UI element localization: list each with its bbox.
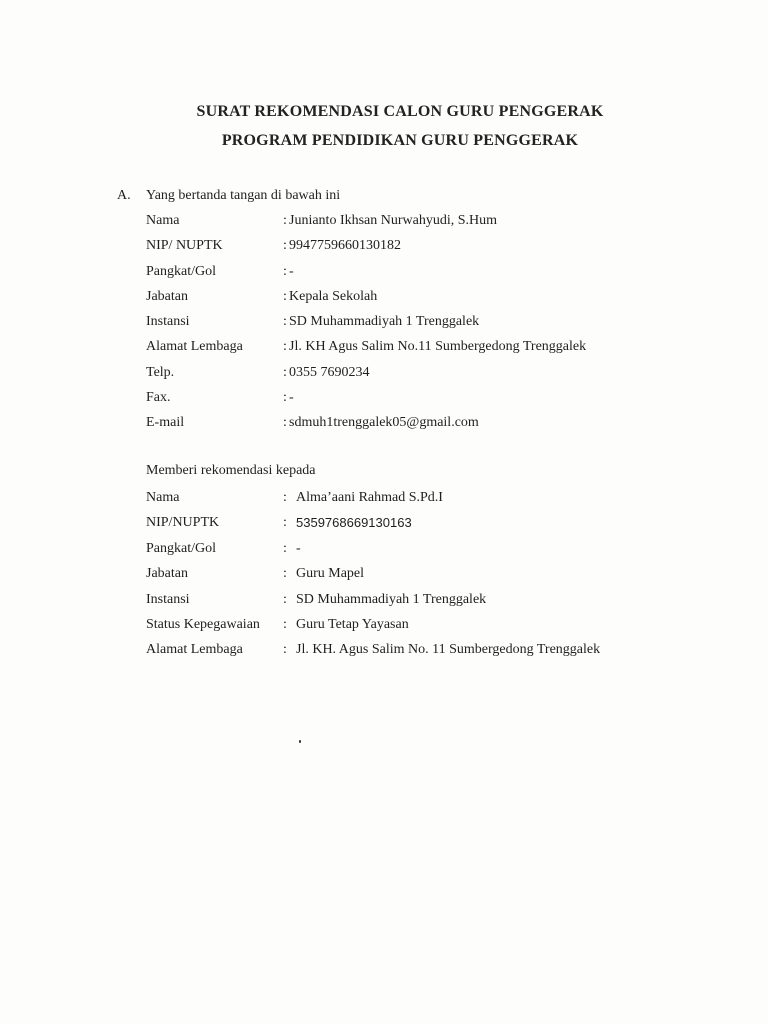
field-label: Nama	[146, 213, 180, 228]
field-value: Junianto Ikhsan Nurwahyudi, S.Hum	[289, 213, 498, 228]
field-row	[146, 540, 706, 565]
field-row	[146, 263, 706, 288]
field-value: Jl. KH. Agus Salim No. 11 Sumbergedong Trenggalek	[296, 642, 601, 658]
field-colon: :	[283, 642, 287, 658]
field-colon: :	[283, 213, 287, 228]
field-colon: :	[283, 415, 287, 431]
recommended-teacher-details	[146, 489, 706, 667]
field-label: Status Kepegawaian	[146, 616, 260, 632]
field-value: Alma’aani Rahmad S.Pd.I	[296, 490, 443, 505]
field-value: 0355 7690234	[289, 364, 370, 380]
field-label: Jabatan	[146, 288, 188, 304]
field-row	[146, 565, 706, 590]
field-row	[146, 591, 706, 616]
field-colon: :	[283, 263, 287, 279]
field-value: Jl. KH Agus Salim No.11 Sumbergedong Trenggalek	[289, 339, 587, 355]
field-value: -	[289, 390, 294, 406]
recommender-details	[146, 212, 706, 440]
field-colon: :	[283, 314, 287, 330]
field-label: NIP/ NUPTK	[146, 238, 223, 254]
field-value: 5359768669130163	[296, 515, 412, 531]
scan-speck	[299, 740, 301, 743]
field-colon: :	[283, 390, 287, 406]
field-value: Guru Tetap Yayasan	[296, 616, 409, 632]
field-value: -	[289, 263, 294, 279]
field-value: SD Muhammadiyah 1 Trenggalek	[289, 314, 480, 330]
field-row	[146, 514, 706, 539]
field-colon: :	[283, 515, 287, 531]
field-label: Pangkat/Gol	[146, 263, 216, 279]
field-value: -	[296, 540, 301, 556]
field-value: SD Muhammadiyah 1 Trenggalek	[296, 591, 487, 607]
field-colon: :	[283, 490, 287, 505]
field-colon: :	[283, 591, 287, 607]
field-colon: :	[283, 339, 287, 355]
section-b-intro: Memberi rekomendasi kepada	[146, 463, 316, 478]
field-value: sdmuh1trenggalek05@gmail.com	[289, 415, 479, 431]
field-colon: :	[283, 540, 287, 556]
field-value: Guru Mapel	[296, 566, 365, 582]
field-colon: :	[283, 238, 287, 254]
field-label: Instansi	[146, 591, 190, 607]
field-row	[146, 288, 706, 313]
field-row	[146, 313, 706, 338]
field-row	[146, 237, 706, 262]
field-label: Fax.	[146, 390, 171, 406]
field-colon: :	[283, 566, 287, 582]
field-colon: :	[283, 364, 287, 380]
field-label: Alamat Lembaga	[146, 339, 243, 355]
field-value: 9947759660130182	[289, 238, 401, 254]
field-label: Nama	[146, 490, 180, 505]
field-label: E-mail	[146, 415, 185, 431]
field-row	[146, 641, 706, 666]
field-row	[146, 364, 706, 389]
field-row	[146, 414, 706, 439]
document-title: SURAT REKOMENDASI CALON GURU PENGGERAK	[196, 103, 604, 120]
section-a-marker: A.	[117, 188, 131, 203]
field-label: NIP/NUPTK	[146, 515, 220, 531]
field-colon: :	[283, 288, 287, 304]
field-colon: :	[283, 616, 287, 632]
field-row	[146, 616, 706, 641]
field-row	[146, 389, 706, 414]
field-label: Jabatan	[146, 566, 188, 582]
section-a-intro: Yang bertanda tangan di bawah ini	[146, 188, 341, 203]
field-label: Telp.	[146, 364, 175, 380]
field-row	[146, 489, 706, 514]
field-label: Pangkat/Gol	[146, 540, 216, 556]
document-subtitle: PROGRAM PENDIDIKAN GURU PENGGERAK	[221, 132, 579, 149]
field-value: Kepala Sekolah	[289, 288, 378, 304]
field-label: Alamat Lembaga	[146, 642, 243, 658]
field-label: Instansi	[146, 314, 190, 330]
field-row	[146, 338, 706, 363]
field-row	[146, 212, 706, 237]
